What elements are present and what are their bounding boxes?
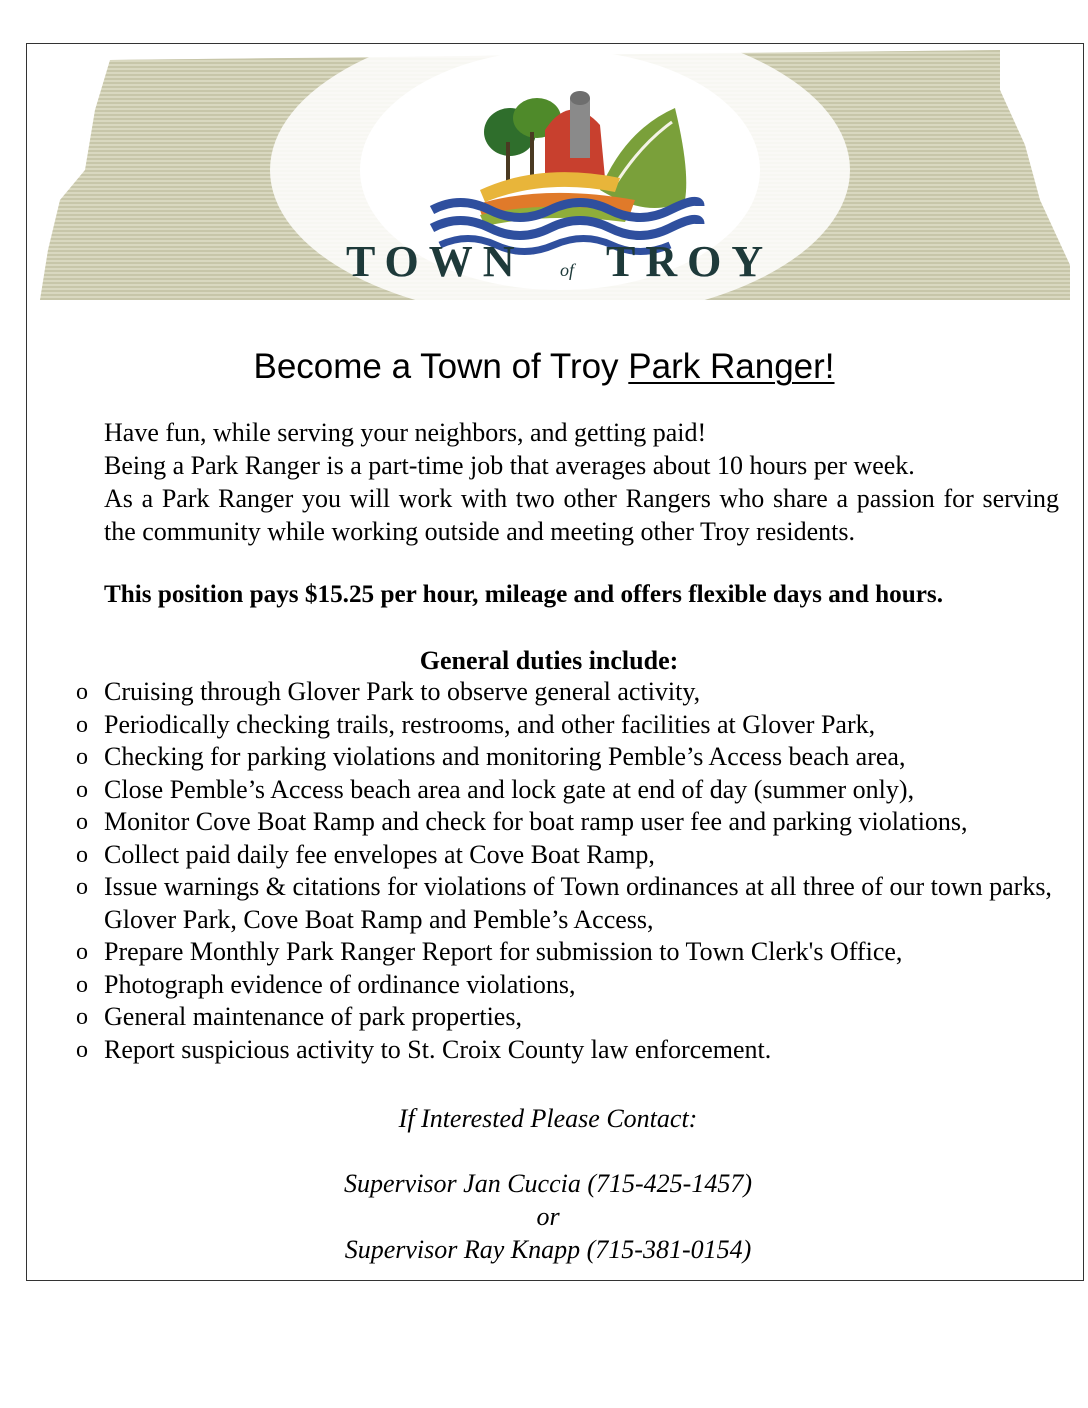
bullet-icon: o <box>76 1004 88 1030</box>
contact-separator: or <box>536 1202 560 1231</box>
bullet-icon: o <box>76 874 88 900</box>
list-item: o Collect paid daily fee envelopes at Cove Boat Ramp, <box>76 839 1066 872</box>
bullet-icon: o <box>76 971 88 998</box>
logo-word-town: TOWN <box>346 237 525 286</box>
bullet-icon: o <box>76 809 88 835</box>
bullet-icon: o <box>76 776 88 803</box>
list-item: o Periodically checking trails, restrooms, and other facilities at Glover Park, <box>76 709 1066 742</box>
page-title <box>0 346 1088 388</box>
silo-icon <box>570 98 590 158</box>
town-banner <box>40 50 1074 300</box>
list-item: o Issue warnings & citations for violations of Town ordinances at all three of our town parks, Glover Park, Cove Boat Ramp and Pemble’s Access, <box>76 872 1052 934</box>
intro-line-3: As a Park Ranger you will work with two other Rangers who share a passion for serving the community while working outside and meeting other Troy residents. <box>104 484 1059 546</box>
title-prefix: Become a Town of Troy <box>253 347 629 386</box>
list-item: o Monitor Cove Boat Ramp and check for boat ramp user fee and parking violations, <box>76 806 1066 839</box>
bullet-icon: o <box>76 711 88 738</box>
contact-person-1: Supervisor Jan Cuccia (715-425-1457) <box>344 1169 752 1198</box>
pay-statement: This position pays $15.25 per hour, mileage and offers flexible days and hours. <box>104 581 944 608</box>
duties-list <box>76 676 1066 1066</box>
title-underlined: Park Ranger! <box>628 347 835 386</box>
list-item: o Report suspicious activity to St. Croix County law enforcement. <box>76 1034 1066 1067</box>
duties-heading: General duties include: <box>419 646 679 675</box>
list-item: o Photograph evidence of ordinance violations, <box>76 969 1066 1002</box>
logo-word-troy: TROY <box>606 237 774 286</box>
bullet-icon: o <box>76 1036 88 1063</box>
list-item: o Cruising through Glover Park to observe general activity, <box>76 676 1066 709</box>
intro-line-1: Have fun, while serving your neighbors, and getting paid! <box>104 418 707 447</box>
list-item: o General maintenance of park properties, <box>76 1001 1066 1034</box>
list-item: o Close Pemble’s Access beach area and lock gate at end of day (summer only), <box>76 774 1066 807</box>
list-item: o Prepare Monthly Park Ranger Report for submission to Town Clerk's Office, <box>76 936 1066 969</box>
bullet-icon: o <box>76 679 88 705</box>
bullet-icon: o <box>76 939 88 965</box>
bullet-icon: o <box>76 744 88 770</box>
intro-line-2: Being a Park Ranger is a part-time job that averages about 10 hours per week. <box>104 451 915 480</box>
logo-word-of: of <box>560 260 575 280</box>
town-of-troy-logo <box>40 50 1074 300</box>
contact-person-2: Supervisor Ray Knapp (715-381-0154) <box>344 1235 752 1264</box>
bullet-icon: o <box>76 841 88 868</box>
contact-heading: If Interested Please Contact: <box>398 1104 698 1133</box>
list-item: o Checking for parking violations and monitoring Pemble’s Access beach area, <box>76 741 1066 774</box>
